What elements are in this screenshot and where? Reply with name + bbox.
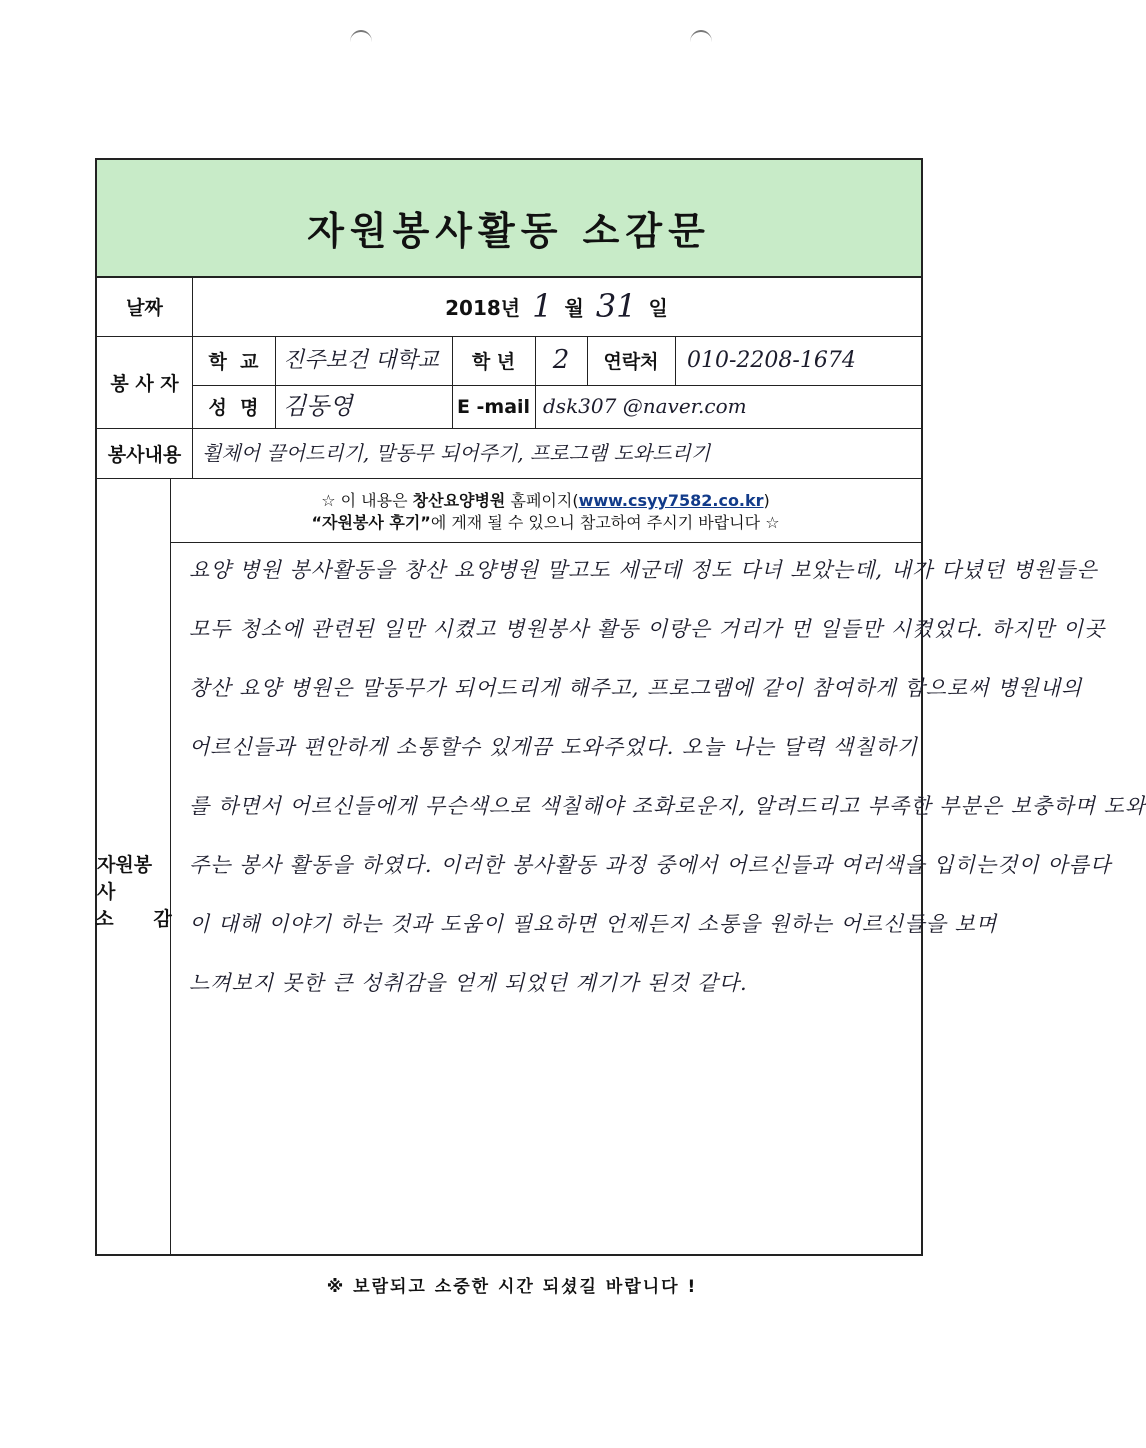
- notice-pre: 이 내용은: [340, 491, 408, 510]
- essay-label-line-1: 자원봉사: [97, 853, 153, 903]
- notice-line-1: [170, 490, 921, 512]
- punch-hole-left: [350, 30, 372, 54]
- essay-line: 요양 병원 봉사활동을 창산 요양병원 말고도 세군데 정도 다녀 보았는데, 내가 다녔던 병원들은: [189, 558, 1098, 582]
- punch-hole-right: [690, 30, 712, 54]
- notice-url[interactable]: www.csyy7582.co.kr: [578, 491, 764, 510]
- grade-label: 학 년: [471, 351, 516, 373]
- content-label: 봉사내용: [107, 443, 182, 466]
- essay-label: [97, 850, 170, 930]
- email-label: E -mail: [456, 395, 531, 418]
- school-label: 학 교: [208, 351, 259, 373]
- date-row: [192, 276, 921, 336]
- star-icon: ☆: [765, 513, 780, 532]
- essay-line: 주는 봉사 활동을 하였다. 이러한 봉사활동 과정 중에서 어르신들과 여러색을 입히는것이 아름다: [189, 853, 1112, 877]
- date-day-unit: 일: [648, 295, 668, 320]
- notice-rest: 에 게재 될 수 있으니 참고하여 주시기 바랍니다: [430, 513, 761, 532]
- essay-line: 를 하면서 어르신들에게 무슨색으로 색칠해야 조화로운지, 알려드리고 부족한 부분은 보충하며 도와: [189, 794, 1146, 818]
- col-divider-school-label: [275, 336, 276, 428]
- date-month: 1: [532, 287, 553, 325]
- name-value: 김동영: [283, 392, 353, 420]
- volunteer-review-form: [95, 158, 1146, 1256]
- notice-hospital: 창산요양병원: [412, 491, 506, 510]
- footer-message: ※ 보람되고 소중한 시간 되셨길 바랍니다 !: [326, 1277, 698, 1297]
- notice-line-2: [170, 512, 921, 534]
- row-divider-content: [97, 478, 921, 479]
- form-title: 자원봉사활동 소감문: [307, 209, 711, 253]
- content-value: 휠체어 끌어드리기, 말동무 되어주기, 프로그램 도와드리기: [202, 441, 711, 465]
- date-year: 2018년: [445, 295, 521, 320]
- essay-label-line-2: 소 감: [95, 907, 172, 930]
- star-icon: ☆: [321, 491, 336, 510]
- essay-text: [189, 550, 1146, 1022]
- notice-close: ): [763, 491, 770, 510]
- essay-line: 모두 청소에 관련된 일만 시켰고 병원봉사 활동 이랑은 거리가 먼 일들만 시켰었다. 하지만 이곳: [189, 617, 1106, 641]
- date-day: 31: [595, 287, 637, 325]
- essay-line: 어르신들과 편안하게 소통할수 있게끔 도와주었다. 오늘 나는 달력 색칠하기: [189, 735, 918, 759]
- date-month-unit: 월: [564, 295, 584, 320]
- essay-line: 창산 요양 병원은 말동무가 되어드리게 해주고, 프로그램에 같이 참여하게 함으로써 병원내의: [189, 676, 1083, 700]
- essay-line: 느껴보지 못한 큰 성취감을 얻게 되었던 계기가 된것 같다.: [189, 971, 748, 995]
- notice-home: 홈페이지(: [510, 491, 579, 510]
- email-value: dsk307 @naver.com: [543, 394, 747, 418]
- notice-box: [170, 486, 921, 546]
- col-divider-contact-value: [675, 336, 676, 385]
- school-value: 진주보건 대학교: [283, 348, 439, 373]
- contact-value: 010-2208-1674: [687, 348, 856, 373]
- grade-value: 2: [552, 345, 570, 375]
- notice-quote: “자원봉사 후기”: [311, 513, 431, 532]
- volunteer-label: 봉 사 자: [110, 372, 179, 395]
- name-label: 성 명: [208, 397, 259, 419]
- contact-label: 연락처: [603, 351, 659, 373]
- title-band: [97, 160, 921, 278]
- essay-line: 이 대해 이야기 하는 것과 도움이 필요하면 언제든지 소통을 원하는 어르신들을 보며: [189, 912, 998, 936]
- date-label: 날짜: [126, 296, 163, 319]
- col-divider-essay: [170, 478, 171, 1254]
